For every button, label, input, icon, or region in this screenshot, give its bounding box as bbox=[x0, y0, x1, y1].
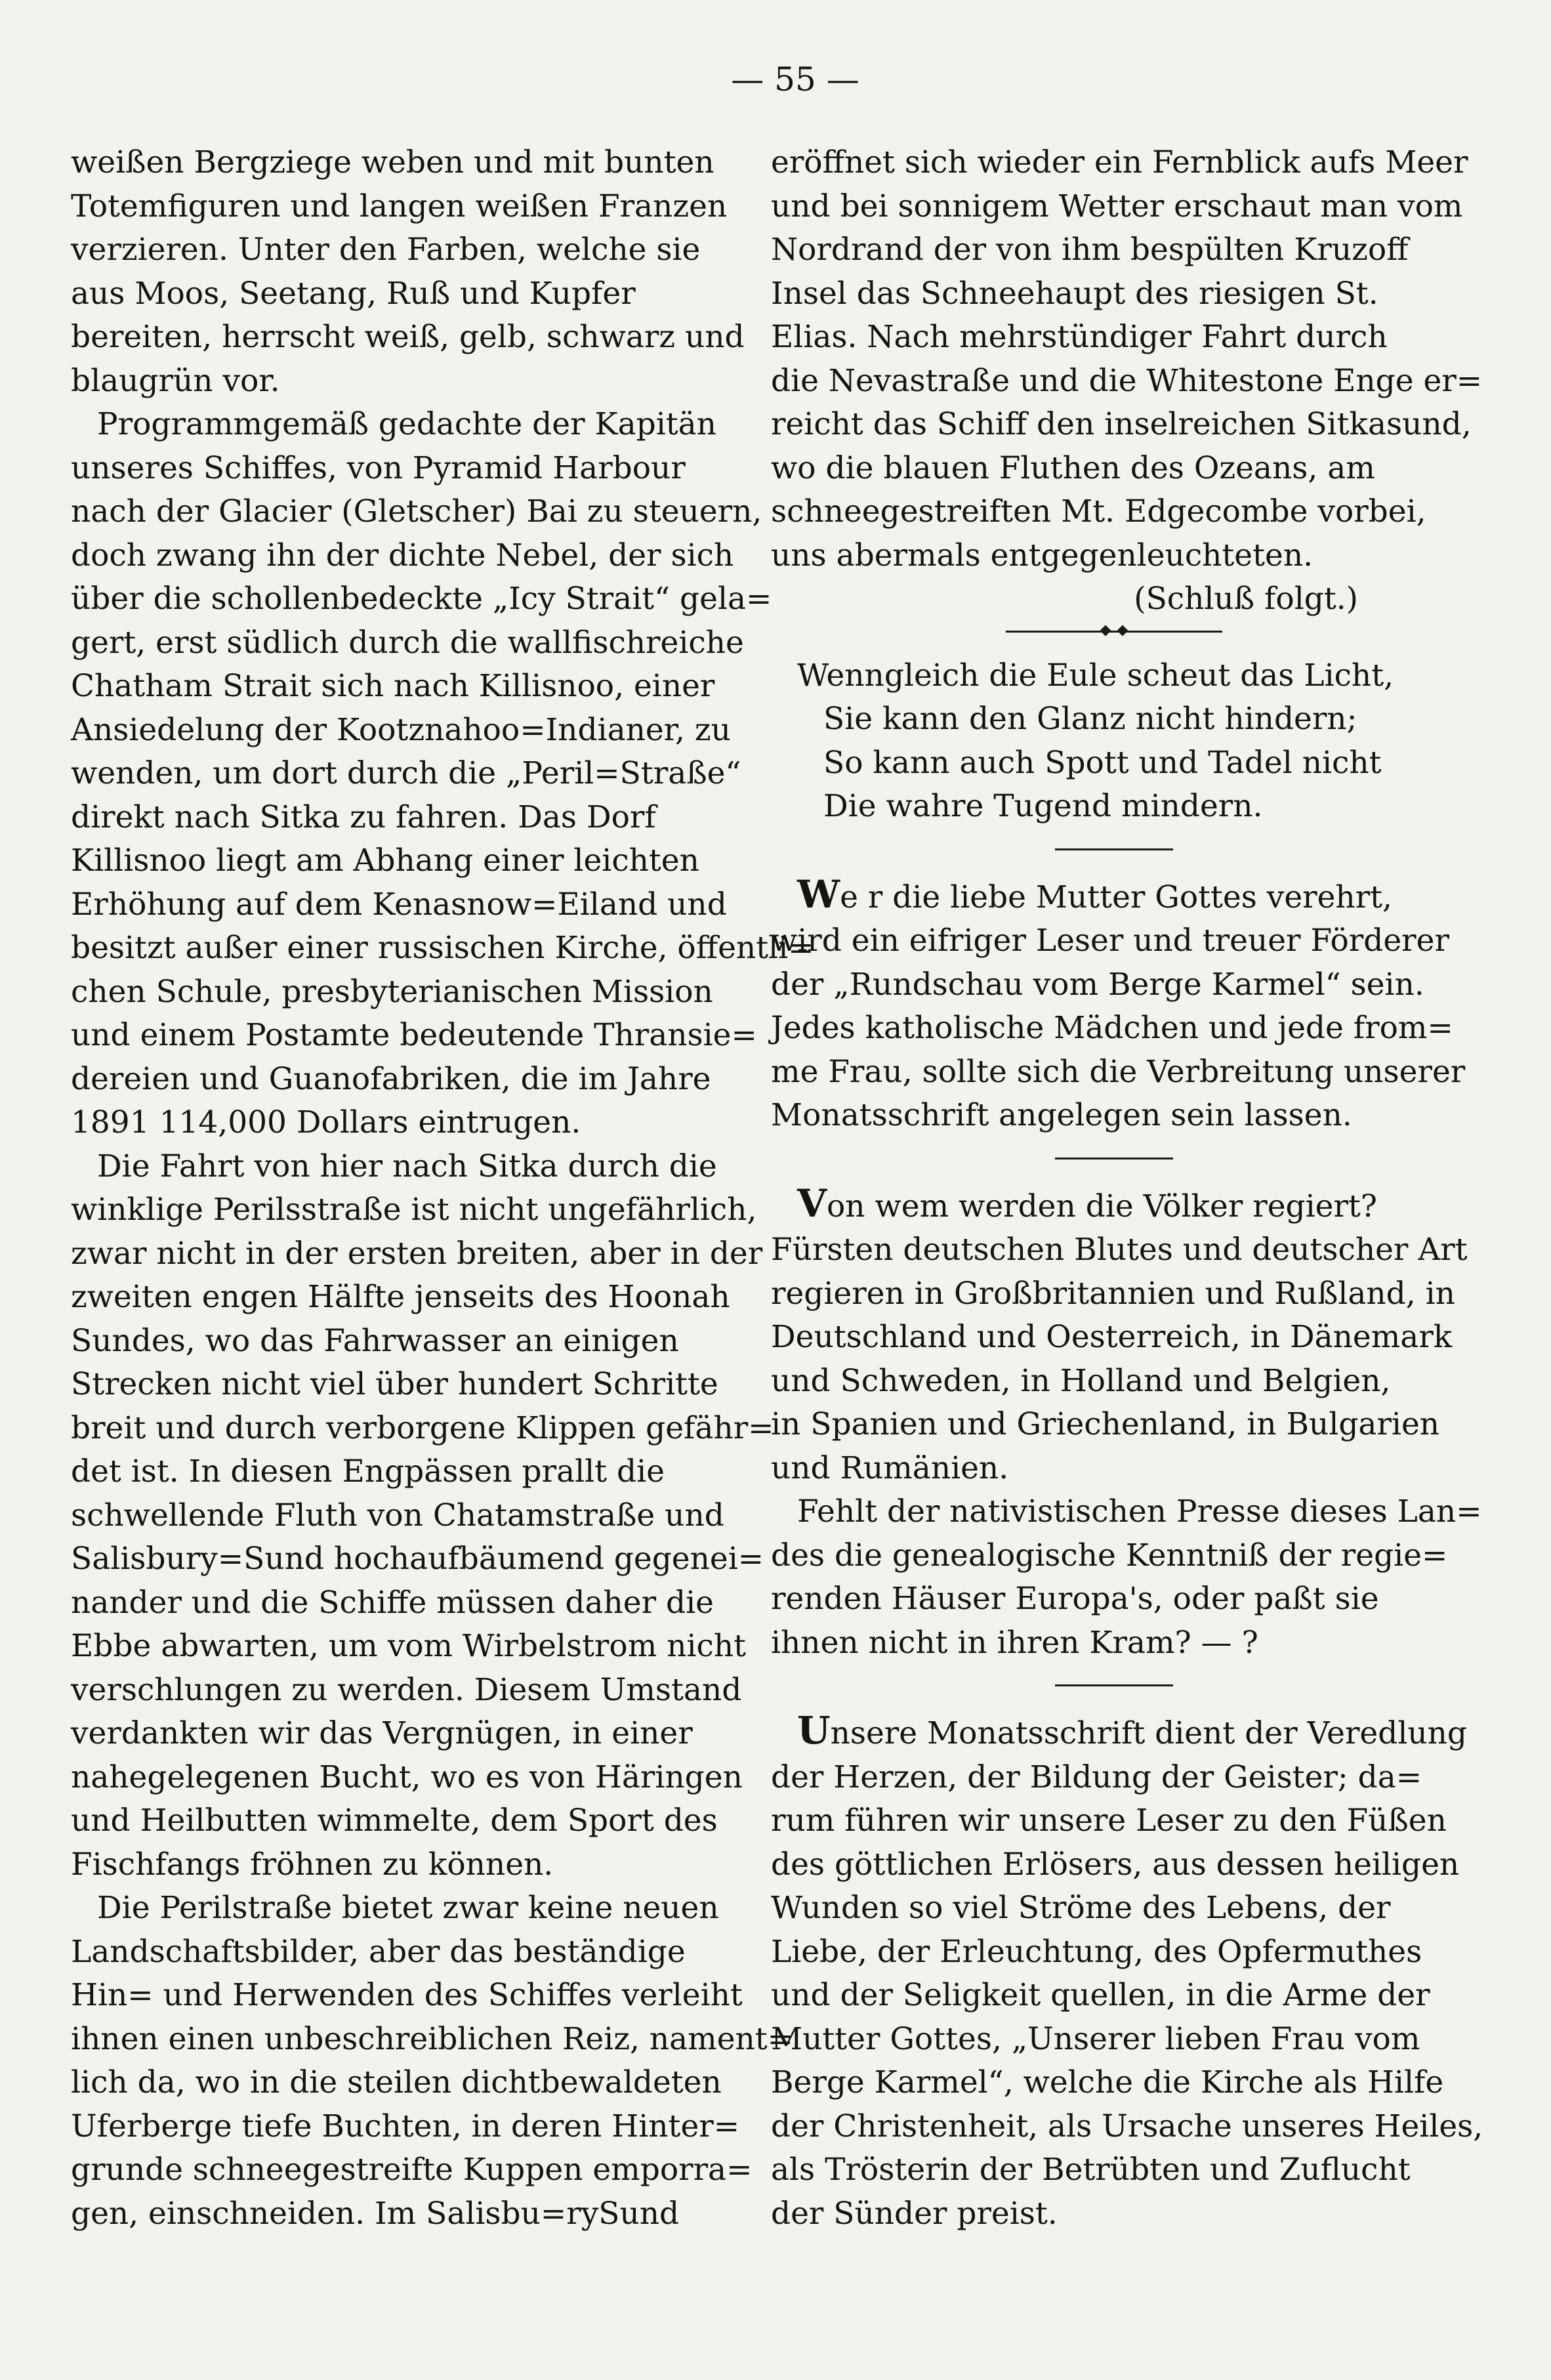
text-line: gert, erst südlich durch die wallfischreiche bbox=[71, 624, 744, 661]
text-line: Chatham Strait sich nach Killisnoo, einer bbox=[71, 668, 715, 704]
page-number: — 55 — bbox=[731, 60, 859, 98]
paragraph-fahrt-sitka bbox=[71, 1145, 774, 1887]
text-line: winklige Perilsstraße ist nicht ungefährlich, bbox=[71, 1192, 757, 1228]
text-line: ihnen einen unbeschreiblichen Reiz, nament= bbox=[71, 2020, 794, 2057]
text-line: direkt nach Sitka zu fahren. Das Dorf bbox=[71, 799, 656, 835]
text-line: rum führen wir unsere Leser zu den Füßen bbox=[771, 1803, 1447, 1839]
text-line: lich da, wo in die steilen dichtbewaldeten bbox=[71, 2064, 722, 2100]
text-line: eröffnet sich wieder ein Fernblick aufs Meer bbox=[771, 144, 1468, 180]
text-line: der Christenheit, als Ursache unseres Heiles, bbox=[771, 2108, 1483, 2144]
text-line: die Nevastraße und die Whitestone Enge er= bbox=[771, 362, 1483, 399]
text-line: Uferberge tiefe Buchten, in deren Hinter= bbox=[71, 2108, 740, 2144]
text-line: Strecken nicht viel über hundert Schritte bbox=[71, 1366, 718, 1402]
initial-letter: W bbox=[797, 871, 840, 917]
notice-nativistische-presse bbox=[771, 1490, 1482, 1665]
text-line: chen Schule, presbyterianischen Mission bbox=[71, 973, 713, 1010]
text-line: verdankten wir das Vergnügen, in einer bbox=[71, 1715, 693, 1751]
text-line: Wunden so viel Ströme des Lebens, der bbox=[771, 1890, 1391, 1926]
text-line: besitzt außer einer russischen Kirche, öffentli= bbox=[71, 930, 814, 966]
text-line: So kann auch Spott und Tadel nicht bbox=[823, 744, 1382, 781]
text-line-rest: on wem werden die Völker regiert? bbox=[827, 1188, 1377, 1224]
text-line: nander und die Schiffe müssen daher die bbox=[71, 1584, 714, 1621]
text-line: wo die blauen Fluthen des Ozeans, am bbox=[771, 449, 1375, 486]
text-line: grunde schneegestreifte Kuppen emporra= bbox=[71, 2152, 753, 2188]
text-line-rest: e r die liebe Mutter Gottes verehrt, bbox=[840, 879, 1392, 915]
text-line: und der Seligkeit quellen, in die Arme der bbox=[771, 1977, 1430, 2013]
section-divider bbox=[1055, 848, 1173, 850]
paragraph-programmgemaess bbox=[71, 403, 814, 1145]
notice-voelker bbox=[771, 1180, 1468, 1491]
text-line: schwellende Fluth von Chatamstraße und bbox=[71, 1497, 724, 1534]
text-line: blaugrün vor. bbox=[71, 362, 280, 399]
text-line: wird ein eifriger Leser und treuer Förderer bbox=[771, 923, 1449, 959]
text-line: verschlungen zu werden. Diesem Umstand bbox=[71, 1671, 742, 1708]
right-column bbox=[771, 141, 1483, 2236]
text-line: Die Fahrt von hier nach Sitka durch die bbox=[97, 1148, 717, 1184]
text-line: Nordrand der von ihm bespülten Kruzoff bbox=[771, 232, 1409, 268]
text-line: nach der Glacier (Gletscher) Bai zu steuern, bbox=[71, 493, 762, 530]
text-line: uns abermals entgegenleuchteten. bbox=[771, 537, 1313, 574]
text-line: det ist. In diesen Engpässen prallt die bbox=[71, 1453, 665, 1490]
text-line: des göttlichen Erlösers, aus dessen heiligen bbox=[771, 1846, 1460, 1883]
ornament-divider bbox=[1006, 627, 1222, 636]
left-column bbox=[71, 141, 814, 2236]
text-line: Die Perilstraße bietet zwar keine neuen bbox=[97, 1890, 719, 1926]
text-line bbox=[771, 1708, 1467, 1756]
text-line: zwar nicht in der ersten breiten, aber in der bbox=[71, 1235, 763, 1272]
text-line: verzieren. Unter den Farben, welche sie bbox=[71, 232, 701, 268]
text-line: Ansiedelung der Kootznahoo=Indianer, zu bbox=[71, 711, 731, 748]
text-line: Monatsschrift angelegen sein lassen. bbox=[771, 1097, 1352, 1133]
section-divider bbox=[1055, 1158, 1173, 1159]
text-line: ihnen nicht in ihren Kram? — ? bbox=[771, 1624, 1258, 1661]
text-line: Fehlt der nativistischen Presse dieses Lan= bbox=[797, 1493, 1482, 1530]
text-line: weißen Bergziege weben und mit bunten bbox=[71, 144, 714, 180]
notice-mutter-gottes bbox=[771, 871, 1466, 1138]
text-line-rest: nsere Monatsschrift dient der Veredlung bbox=[830, 1715, 1467, 1751]
text-line: aus Moos, Seetang, Ruß und Kupfer bbox=[71, 275, 636, 312]
text-line: breit und durch verborgene Klippen gefähr= bbox=[71, 1409, 774, 1446]
text-line: dereien und Guanofabriken, die im Jahre bbox=[71, 1060, 711, 1097]
text-line: unseres Schiffes, von Pyramid Harbour bbox=[71, 449, 686, 486]
text-line: Ebbe abwarten, um vom Wirbelstrom nicht bbox=[71, 1628, 747, 1664]
text-line: und einem Postamte bedeutende Thransie= bbox=[71, 1017, 757, 1053]
text-line: nahegelegenen Bucht, wo es von Häringen bbox=[71, 1759, 743, 1795]
text-line: Mutter Gottes, „Unserer lieben Frau vom bbox=[771, 2020, 1420, 2057]
poem bbox=[771, 654, 1457, 829]
text-line: der Sünder preist. bbox=[771, 2195, 1058, 2232]
paragraph-bergziege bbox=[71, 141, 756, 403]
text-line: Killisnoo liegt am Abhang einer leichten bbox=[71, 843, 699, 879]
text-line: Deutschland und Oesterreich, in Dänemark bbox=[771, 1319, 1453, 1355]
text-line: renden Häuser Europa's, oder paßt sie bbox=[771, 1581, 1379, 1617]
text-line: wenden, um dort durch die „Peril=Straße“ bbox=[71, 755, 741, 791]
text-line: und Rumänien. bbox=[771, 1450, 1009, 1486]
text-line: Jedes katholische Mädchen und jede from= bbox=[771, 1010, 1453, 1046]
text-line: Fischfangs fröhnen zu können. bbox=[71, 1846, 554, 1883]
text-line: der „Rundschau vom Berge Karmel“ sein. bbox=[771, 966, 1424, 1003]
text-line: des die genealogische Kenntniß der regie= bbox=[771, 1537, 1448, 1574]
text-line: Programmgemäß gedachte der Kapitän bbox=[97, 406, 716, 442]
text-line: Berge Karmel“, welche die Kirche als Hilfe bbox=[771, 2064, 1444, 2100]
text-line: Insel das Schneehaupt des riesigen St. bbox=[771, 275, 1378, 312]
section-divider bbox=[1055, 1684, 1173, 1686]
text-line: schneegestreiften Mt. Edgecombe vorbei, bbox=[771, 493, 1426, 530]
text-line: Hin= und Herwenden des Schiffes verleiht bbox=[71, 1977, 743, 2013]
text-line: Erhöhung auf dem Kenasnow=Eiland und bbox=[71, 886, 727, 923]
schluss-folgt: (Schluß folgt.) bbox=[1134, 581, 1358, 617]
text-line: Landschaftsbilder, aber das beständige bbox=[71, 1933, 686, 1970]
text-line: und Heilbutten wimmelte, dem Sport des bbox=[71, 1803, 718, 1839]
text-line: Liebe, der Erleuchtung, des Opfermuthes bbox=[771, 1933, 1422, 1970]
text-line: Totemfiguren und langen weißen Franzen bbox=[71, 188, 728, 224]
text-line: in Spanien und Griechenland, in Bulgarien bbox=[771, 1406, 1440, 1442]
initial-letter: U bbox=[797, 1708, 831, 1753]
text-line: doch zwang ihn der dichte Nebel, der sich bbox=[71, 537, 734, 574]
text-line: Wenngleich die Eule scheut das Licht, bbox=[797, 657, 1394, 694]
text-line: regieren in Großbritannien und Rußland, in bbox=[771, 1275, 1455, 1312]
text-line: Die wahre Tugend mindern. bbox=[823, 788, 1263, 824]
text-line: und Schweden, in Holland und Belgien, bbox=[771, 1362, 1391, 1399]
text-line: über die schollenbedeckte „Icy Strait“ gela= bbox=[71, 581, 772, 617]
notice-monatsschrift bbox=[771, 1708, 1483, 2236]
text-line: gen, einschneiden. Im Salisbu=rySund bbox=[71, 2195, 680, 2232]
text-line: 1891 114,000 Dollars eintrugen. bbox=[71, 1104, 581, 1140]
text-line: bereiten, herrscht weiß, gelb, schwarz und bbox=[71, 319, 745, 355]
text-line: zweiten engen Hälfte jenseits des Hoonah bbox=[71, 1279, 730, 1315]
text-line: reicht das Schiff den inselreichen Sitkasund, bbox=[771, 406, 1472, 442]
initial-letter: V bbox=[797, 1180, 827, 1226]
text-line bbox=[771, 873, 1457, 920]
text-line: Salisbury=Sund hochaufbäumend gegenei= bbox=[71, 1541, 764, 1577]
text-line: Sie kann den Glanz nicht hindern; bbox=[823, 701, 1357, 737]
text-line: Sundes, wo das Fahrwasser an einigen bbox=[71, 1322, 679, 1359]
text-line bbox=[771, 1182, 1457, 1229]
text-line: Elias. Nach mehrstündiger Fahrt durch bbox=[771, 319, 1388, 355]
paragraph-perilstrasse bbox=[71, 1887, 794, 2236]
text-line: und bei sonnigem Wetter erschaut man vom bbox=[771, 188, 1463, 224]
text-line: als Trösterin der Betrübten und Zuflucht bbox=[771, 2152, 1411, 2188]
paragraph-fernblick bbox=[771, 141, 1483, 577]
text-line: der Herzen, der Bildung der Geister; da= bbox=[771, 1759, 1422, 1795]
text-line: Fürsten deutschen Blutes und deutscher Art bbox=[771, 1232, 1468, 1268]
text-line: me Frau, sollte sich die Verbreitung unserer bbox=[771, 1053, 1466, 1090]
